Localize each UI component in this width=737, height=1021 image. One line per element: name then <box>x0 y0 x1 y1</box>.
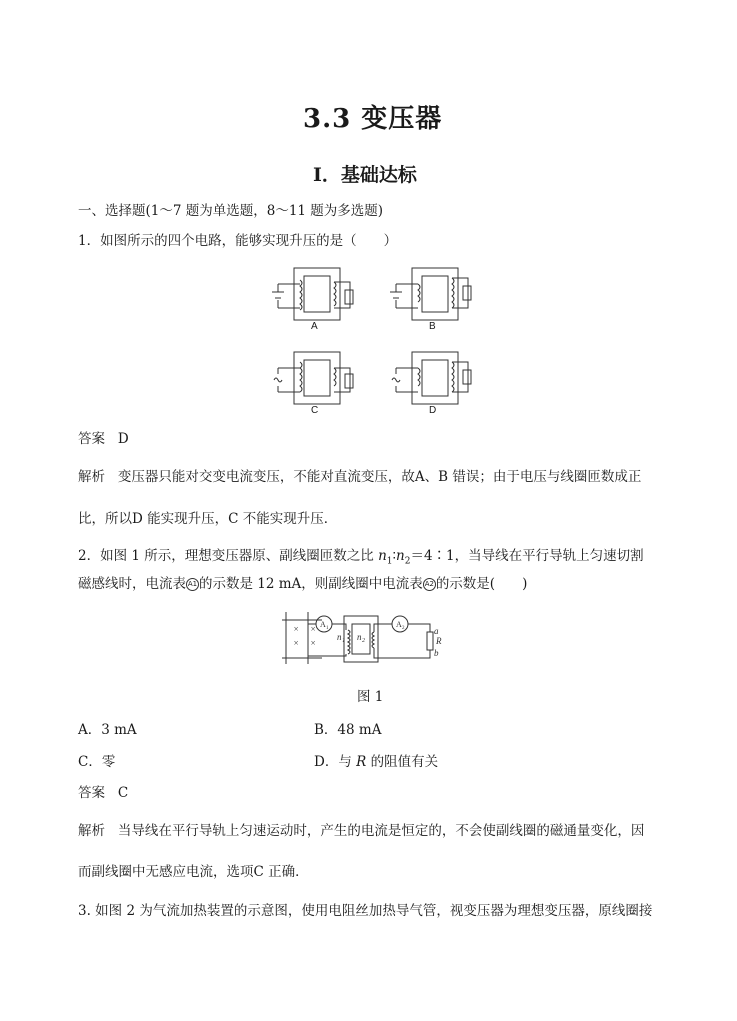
option-text: 与 <box>338 754 357 770</box>
answer-value: C <box>117 785 129 801</box>
option-text: 零 <box>101 754 116 770</box>
fig-n2-sub: 2 <box>362 638 365 644</box>
answer-label: 答案 <box>78 431 105 447</box>
section-heading: Ⅰ．基础达标 <box>313 164 417 186</box>
fig-b: b <box>434 648 439 658</box>
option-key: D． <box>314 754 339 770</box>
q2-stem-line1 <box>78 547 644 571</box>
fig-a: a <box>434 626 439 636</box>
part-heading: 一、选择题(1～7 题为单选题，8～11 题为多选题) <box>78 203 384 219</box>
answer-value: D <box>117 431 129 447</box>
n1-sub: 1 <box>386 556 393 567</box>
fig-n1-sub: 1 <box>342 638 345 644</box>
fig-a1-sub: 1 <box>326 626 329 631</box>
option-key: C． <box>78 754 102 770</box>
q1-answer <box>78 430 129 448</box>
fig-n2: n <box>357 632 362 642</box>
answer-label: 答案 <box>78 785 105 801</box>
q1-analysis-line2: 比，所以D 能实现升压，C 不能实现升压． <box>78 511 338 527</box>
q1-analysis-line1 <box>78 468 641 486</box>
option-key: B． <box>314 722 338 738</box>
analysis-text: 当导线在平行导轨上匀速运动时，产生的电流是恒定的，不会使副线圈的磁通量变化，因 <box>117 823 645 839</box>
q1-label-a: A <box>311 321 318 332</box>
ammeter-a2-icon: A2 <box>423 578 436 591</box>
fig-n1: n <box>337 632 342 642</box>
ratio-text: ＝4∶1，当导线在平行导轨上匀速切割 <box>410 548 644 564</box>
q1-label-d: D <box>429 405 437 416</box>
analysis-text: 变压器只能对交变电流变压，不能对直流变压，故A、B 错误；由于电压与线圈匝数成正 <box>117 469 642 485</box>
q3-stem: 3. 如图 2 为气流加热装置的示意图，使用电阻丝加热导气管，视变压器为理想变压器，原线圈接 <box>78 903 653 919</box>
q2-line2-a: 磁感线时，电流表 <box>78 576 186 592</box>
ammeter-a1-icon: A1 <box>186 578 199 591</box>
q2-analysis-line2: 而副线圈中无感应电流，选项C 正确． <box>78 864 309 880</box>
option-text: 48 mA <box>337 722 382 738</box>
fig-a2: A <box>396 620 402 629</box>
q1-circuit-figures <box>268 262 508 422</box>
page-title: 3.3 变压器 <box>303 104 443 134</box>
q2-analysis-line1 <box>78 822 644 840</box>
circuit-a <box>272 268 353 320</box>
fig-r: R <box>436 636 442 646</box>
q1-label-b: B <box>429 321 436 332</box>
q2-option-b <box>314 721 381 739</box>
circuit-c <box>274 352 353 404</box>
field-x-3: × <box>293 638 300 648</box>
field-x-2: × <box>310 624 317 634</box>
q2-circuit-figure <box>282 608 442 668</box>
fig-a1: A <box>320 620 326 629</box>
q2-option-a <box>78 721 137 739</box>
q2-answer <box>78 784 128 802</box>
circuit-d <box>392 352 471 404</box>
q2-stem-line2 <box>78 575 527 593</box>
q1-label-c: C <box>311 405 319 416</box>
n1-var: n <box>378 548 387 564</box>
ratio-colon: ∶ <box>392 548 397 564</box>
fig-a2-sub: 2 <box>402 626 405 631</box>
analysis-label: 解析 <box>78 469 105 485</box>
q2-line2-b: 的示数是 12 mA，则副线圈中电流表 <box>199 576 423 592</box>
circuit-b <box>390 268 471 320</box>
analysis-label: 解析 <box>78 823 105 839</box>
field-x-1: × <box>293 624 300 634</box>
option-var: R <box>356 754 367 770</box>
q2-figure-caption: 图 1 <box>357 689 384 705</box>
q2-stem-text: 2．如图 1 所示，理想变压器原、副线圈匝数之比 <box>78 548 379 564</box>
n2-sub: 2 <box>404 556 411 567</box>
q2-line2-c: 的示数是( ) <box>435 576 528 592</box>
q1-stem: 1．如图所示的四个电路，能够实现升压的是（ ） <box>78 233 398 249</box>
field-x-4: × <box>310 638 317 648</box>
q2-option-d <box>314 753 438 771</box>
option-tail: 的阻值有关 <box>366 754 439 770</box>
q2-option-c <box>78 753 115 771</box>
n2-var: n <box>396 548 405 564</box>
option-key: A． <box>78 722 102 738</box>
option-text: 3 mA <box>101 722 137 738</box>
